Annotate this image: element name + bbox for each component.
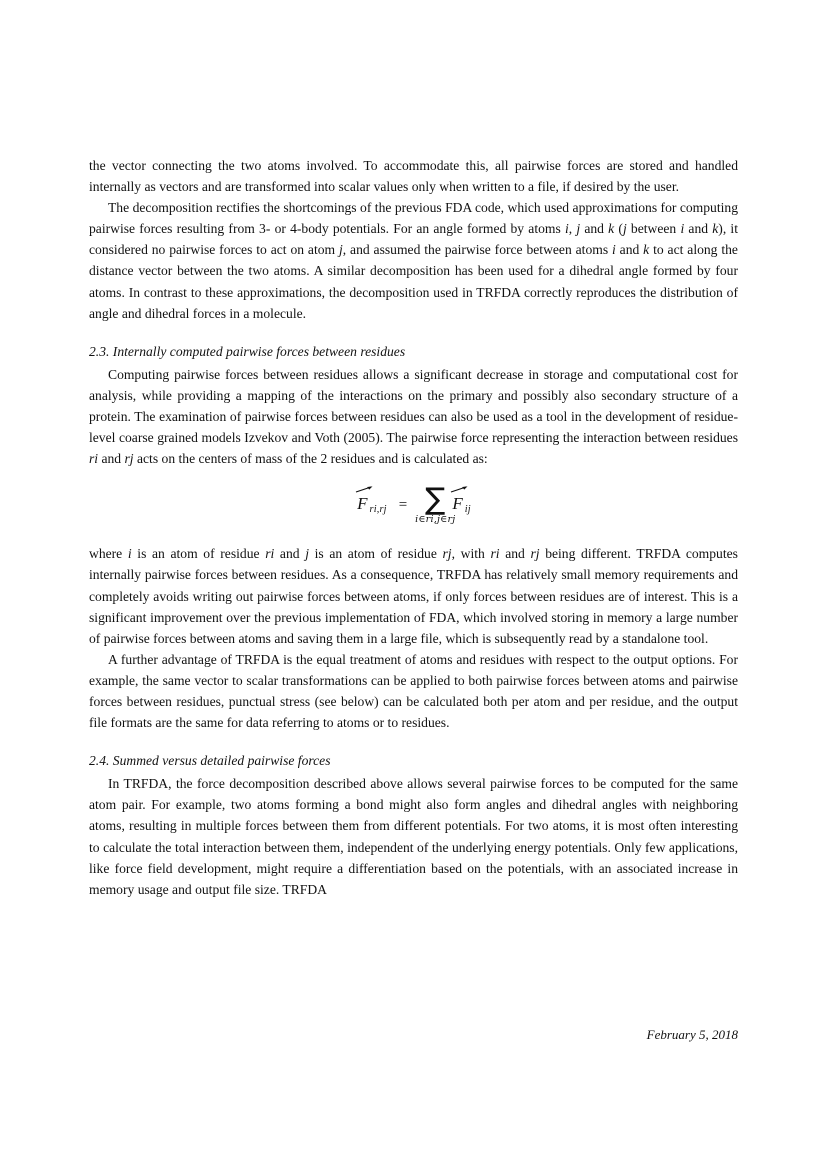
math-variable-rj: rj [124, 451, 134, 467]
equation-lhs-vector-F [356, 495, 368, 512]
math-variable-i: i [680, 221, 685, 237]
paragraph-text: A further advantage of TRFDA is the equal treatment of atoms and residues with respect to the output options. For example, the same vector to scalar transformations can be applied to both pairwise forces between atoms and pairwise forces between residues, punctual stress (see below) can be calculated both per atom and per residue, and the output file formats are the same for data referring to atoms or to residues. [89, 651, 738, 731]
paragraph-text-segment: to act along the distance vector between the two atoms. A similar decomposition has been used for a dihedral angle formed by four atoms. In contrast to these approximations, the decomposition used in TRFDA correctly reproduces the distribution of angle and dihedral forces in a molecule. [89, 242, 738, 321]
paragraph-text-segment: between [626, 221, 681, 237]
paragraph-text-segment: , with [451, 546, 491, 562]
paragraph-text-segment: , [568, 221, 577, 237]
math-variable-j: j [622, 221, 627, 237]
footer-date: February 5, 2018 [646, 1027, 738, 1042]
math-variable-i: i [127, 546, 132, 562]
math-variable-ri: ri [265, 546, 275, 562]
paragraph-text-segment: is an atom of residue [131, 546, 266, 562]
paragraph-text-segment: acts on the centers of mass of the 2 residues and is calculated as: [133, 451, 488, 467]
document-text-block [89, 155, 738, 900]
paragraph-text-segment: ( [614, 221, 623, 237]
math-variable-j: j [576, 221, 581, 237]
math-variable-k: k [712, 221, 719, 237]
paragraph-decomposition [89, 197, 738, 324]
paragraph-text-segment: and [684, 221, 713, 237]
paragraph-text-segment: and [615, 242, 644, 258]
paragraph-text-segment: being different. TRFDA computes internally pairwise forces between residues. As a consequence, TRFDA has relatively small memory requirements and completely avoids writing out pairwise forces between atoms, if only forces between residues are of interest. This is a significant improvement over the previous implementation of FDA, which involved storing in memory a large number of pairwise forces between atoms and saving them in a large file, which is subsequently read by a standalone tool. [89, 546, 738, 646]
math-variable-ri: ri [490, 546, 500, 562]
paragraph-text-segment: Computing pairwise forces between residues allows a significant decrease in storage and computational cost for analysis, while providing a mapping of the interactions on the primary and possibly also secondary structure of a protein. The examination of pairwise forces between residues can also be used as a tool in the development of residue-level coarse grained models Izvekov and Voth (2005). The pairwise force representing the interaction between residues [89, 366, 738, 446]
paragraph-text-segment: and [98, 451, 125, 467]
math-variable-i: i [564, 221, 569, 237]
equation-rhs-subscript: ij [464, 504, 471, 515]
paragraph-text-segment: and [274, 546, 306, 562]
equation-pairwise-residue-force [89, 483, 738, 527]
summation-symbol [415, 481, 456, 525]
paragraph-residue-forces [89, 364, 738, 469]
paragraph-summed-versus-detailed [89, 773, 738, 900]
paragraph-text-segment: The decomposition rectifies the shortcomings of the previous FDA code, which used approximations for computing pairwise forces resulting from 3- or 4-body potentials. For an angle formed by atoms [89, 200, 738, 237]
equation-lhs-subscript: ri,rj [369, 504, 387, 515]
paragraph-text-segment: and [499, 546, 531, 562]
paragraph-text: In TRFDA, the force decomposition described above allows several pairwise forces to be computed for the same atom pair. For example, two atoms forming a bond might also form angles and dihedral angles with neighboring atoms, resulting in multiple forces between them from different potentials. For two atoms, it is most often interesting to calculate the total interaction between them, independent of the underlying energy potentials. Only few applications, like force field development, might require a differentiation based on the potentials, with an associated increase in memory usage and output file size. TRFDA [89, 776, 738, 897]
math-variable-rj: rj [530, 546, 540, 562]
math-variable-k: k [608, 221, 615, 237]
paragraph-text-segment: , and assumed the pairwise force between atoms [342, 242, 612, 258]
section-heading-2-3: 2.3. Internally computed pairwise forces between residues [89, 343, 406, 359]
math-variable-j: j [338, 242, 343, 258]
paragraph-continuation [89, 155, 738, 197]
equation-operator: = [398, 496, 408, 513]
equation-inner [356, 483, 471, 527]
equation-rhs-vector-F [451, 495, 463, 512]
paragraph-further-advantage [89, 649, 738, 733]
math-variable-k: k [643, 242, 650, 258]
paragraph-text-segment: ), it considered no pairwise forces to act on atom [89, 221, 738, 258]
paragraph-text-segment: and [580, 221, 609, 237]
math-variable-ri: ri [89, 451, 99, 467]
equation-lhs-symbol: F [357, 493, 368, 513]
math-variable-i: i [612, 242, 616, 258]
paragraph-text-segment: where [89, 546, 128, 562]
paragraph-text-segment: is an atom of residue [308, 546, 443, 562]
summation-subscript: i∈ri,j∈rj [415, 513, 456, 525]
equation-rhs-symbol: F [452, 493, 463, 513]
math-variable-rj: rj [442, 546, 452, 562]
paragraph-text: the vector connecting the two atoms involved. To accommodate this, all pairwise forces are stored and handled internally as vectors and are transformed into scalar values only when written to a file, if desired by the user. [89, 158, 738, 195]
math-variable-j: j [305, 546, 309, 562]
section-heading-2-4: 2.4. Summed versus detailed pairwise forces [89, 753, 331, 769]
sigma-glyph: ∑ [425, 481, 446, 517]
paragraph-where-clause [89, 543, 738, 648]
